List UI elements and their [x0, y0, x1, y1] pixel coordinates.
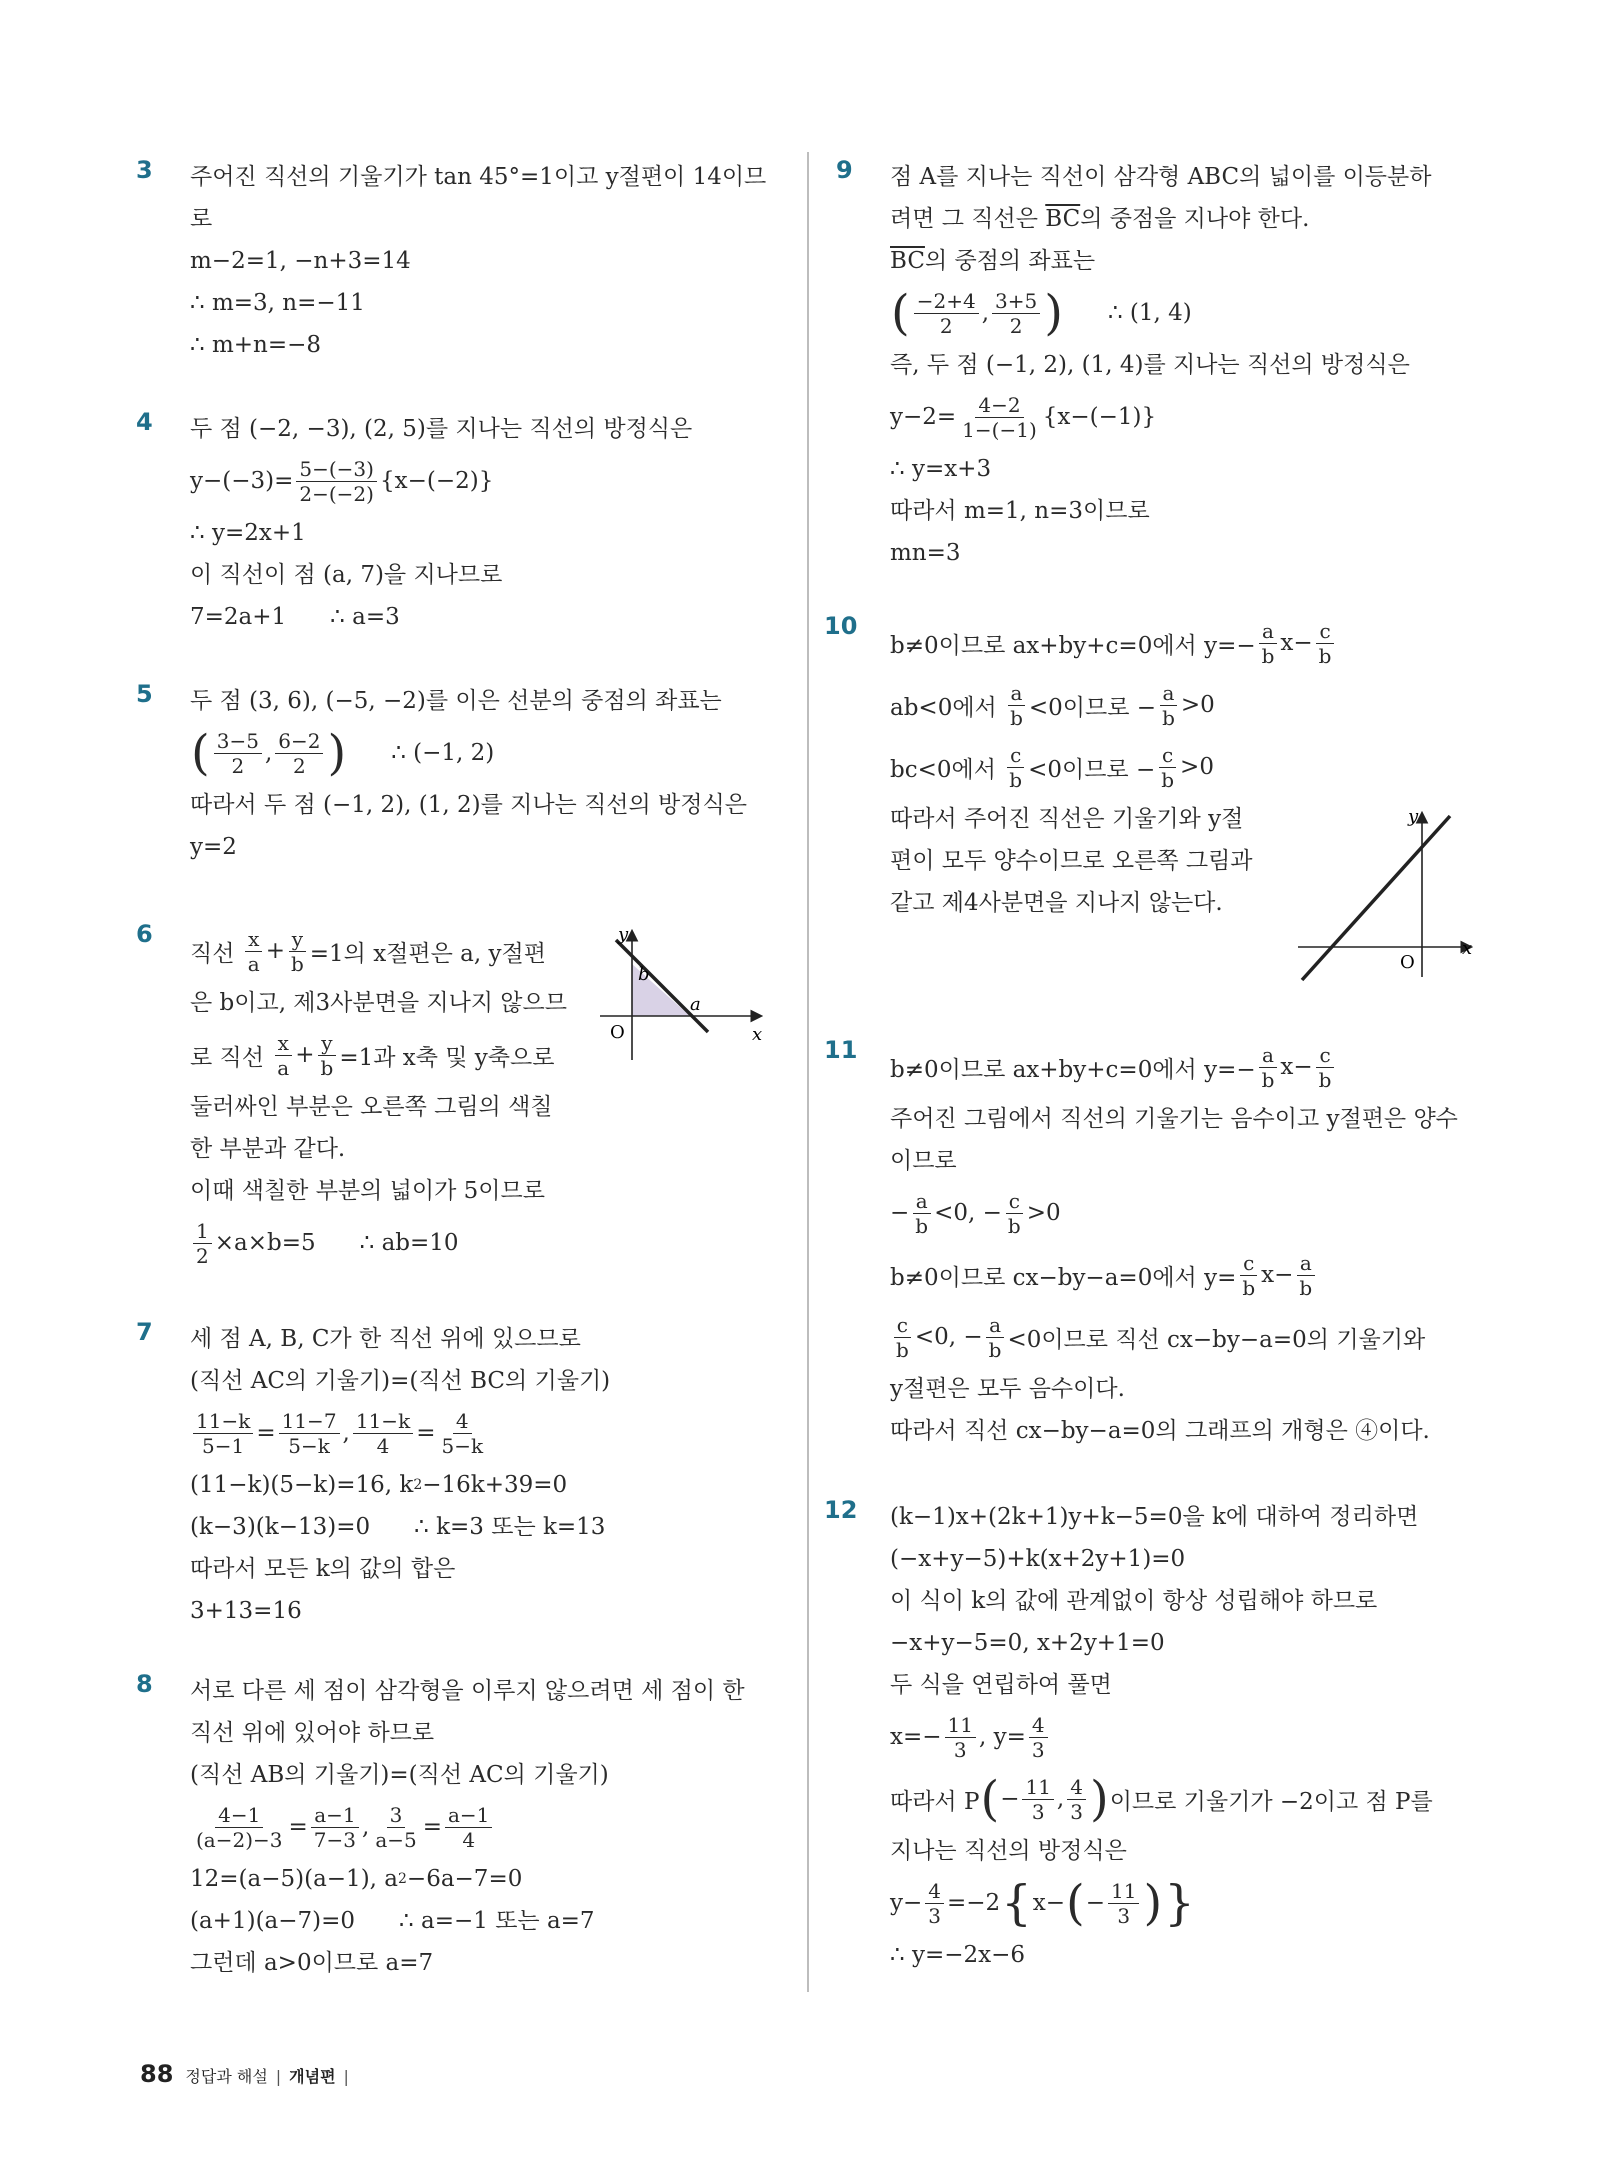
numerator: c	[1316, 1043, 1333, 1068]
denominator: 2	[293, 753, 306, 778]
denominator: 3	[1117, 1903, 1131, 1928]
text-line: 세 점 A, B, C가 한 직선 위에 있으므로	[190, 1326, 581, 1352]
equation-line	[890, 612, 1480, 674]
denominator: b	[1007, 1213, 1021, 1238]
fraction	[1006, 743, 1025, 792]
text-line: 직선 위에 있어야 하므로	[190, 1720, 435, 1746]
text: −6a−7=0	[406, 1866, 523, 1892]
equation-line: 직선 $\frac{x}{a}$ + $\frac{y}{b}$ =1의 x절편은 a, y절편	[190, 926, 546, 976]
denominator: b	[1242, 1275, 1256, 1300]
text: (11−k)(5−k)=16, k	[190, 1472, 414, 1498]
text-line: y절편은 모두 음수이다.	[890, 1376, 1125, 1402]
fraction	[914, 289, 979, 338]
problem-number: 8	[136, 1670, 153, 1698]
text-line: 이므로	[890, 1148, 957, 1174]
fraction	[945, 1713, 976, 1762]
denominator: b	[1161, 767, 1175, 792]
numerator: 11	[1108, 1879, 1139, 1904]
numerator: 4−1	[215, 1803, 263, 1828]
denominator: b	[1318, 643, 1332, 668]
text-line: 같고 제4사분면을 지나지 않는다.	[890, 890, 1223, 916]
denominator: 2−(−2)	[299, 481, 374, 506]
text-line: 편이 모두 양수이므로 오른쪽 그림과	[890, 848, 1253, 874]
text: <0이므로 직선 cx−by−a=0의 기울기와	[1007, 1326, 1426, 1353]
text-line: m−2=1, −n+3=14	[190, 248, 411, 274]
fraction	[311, 1803, 359, 1852]
denominator: b	[1162, 705, 1175, 730]
text-line: y=2	[190, 834, 237, 860]
text-line	[190, 1858, 780, 1900]
text-line: 지나는 직선의 방정식은	[890, 1838, 1127, 1864]
text: x−	[1280, 630, 1313, 656]
column-divider	[807, 152, 809, 1992]
text: x−	[1032, 1890, 1065, 1916]
text: y−(−3)=	[190, 468, 294, 494]
fraction	[288, 927, 307, 976]
problem-11	[824, 1036, 1480, 1452]
text: ∴ a=3	[330, 604, 400, 630]
graph-triangle-figure	[590, 920, 770, 1070]
equation-line	[190, 1212, 780, 1274]
problem-12	[824, 1496, 1480, 1976]
text-line	[890, 240, 1480, 282]
text: ∴ ab=10	[359, 1230, 459, 1256]
denominator: b	[1261, 1067, 1275, 1092]
fraction	[1239, 1251, 1258, 1300]
fraction	[1005, 1189, 1024, 1238]
fraction	[912, 1189, 931, 1238]
y-label: y	[618, 924, 629, 945]
numerator: a−1	[311, 1803, 358, 1828]
denominator: 2	[196, 1243, 209, 1268]
text-line: (직선 AC의 기울기)=(직선 BC의 기울기)	[190, 1368, 611, 1394]
text-line: (직선 AB의 기울기)=(직선 AC의 기울기)	[190, 1762, 609, 1788]
text: <0이므로 −	[1028, 694, 1157, 721]
text-line: ∴ y=−2x−6	[890, 1942, 1025, 1968]
fraction	[1316, 619, 1335, 668]
text: >0	[1180, 692, 1215, 718]
text: ×a×b=5	[214, 1230, 316, 1256]
fraction	[1259, 1043, 1278, 1092]
x-label: x	[752, 1024, 763, 1045]
page-footer	[140, 2060, 357, 2088]
text-line: (−x+y−5)+k(x+2y+1)=0	[890, 1546, 1186, 1572]
text-line	[190, 1900, 780, 1942]
numerator: 4	[453, 1409, 472, 1434]
fraction	[1158, 743, 1177, 792]
numerator: c	[1159, 743, 1176, 768]
text-line: 한 부분과 같다.	[190, 1136, 346, 1162]
text: −	[1085, 1890, 1105, 1916]
text-line: ∴ y=2x+1	[190, 520, 306, 546]
equation-line: 로 직선 $\frac{x}{a}$ + $\frac{y}{b}$ =1과 x축 및 y축으로	[190, 1030, 555, 1080]
text: 이므로 기울기가 −2이고 점 P를	[1109, 1788, 1433, 1815]
equation-line	[890, 1244, 1480, 1306]
problem-9	[836, 156, 1480, 574]
text: 따라서 P	[890, 1788, 980, 1815]
numerator: 5−(−3)	[296, 457, 377, 482]
equation-line	[890, 1036, 1480, 1098]
section-title: 개념편	[289, 2067, 336, 2086]
text-line: 이 식이 k의 값에 관계없이 항상 성립해야 하므로	[890, 1588, 1378, 1614]
fraction	[214, 729, 262, 778]
numerator: 11−k	[193, 1409, 253, 1434]
text: b≠0이므로 cx−by−a=0에서 y=	[890, 1264, 1237, 1291]
text-line: −x+y−5=0, x+2y+1=0	[890, 1630, 1165, 1656]
fraction	[245, 927, 263, 976]
text-line: 따라서 직선 cx−by−a=0의 그래프의 개형은 ④이다.	[890, 1418, 1430, 1444]
problem-7	[136, 1318, 780, 1632]
equation-line	[890, 736, 1480, 798]
text: bc<0에서	[890, 756, 996, 783]
text-line: 두 점 (−2, −3), (2, 5)를 지나는 직선의 방정식은	[190, 416, 693, 442]
fraction	[193, 1803, 286, 1852]
text: 로 직선	[190, 1044, 264, 1071]
problem-number: 3	[136, 156, 153, 184]
line-graph	[616, 940, 708, 1032]
text-line: 두 식을 연립하여 풀면	[890, 1672, 1112, 1698]
denominator: b	[1009, 767, 1023, 792]
denominator: 3	[928, 1903, 941, 1928]
numerator: 4	[925, 1879, 944, 1904]
text-line: 이때 색칠한 부분의 넓이가 5이므로	[190, 1178, 545, 1204]
fraction	[959, 393, 1040, 442]
problem-5	[136, 680, 780, 868]
y-label: y	[1408, 806, 1419, 827]
text: =−2	[947, 1890, 1001, 1916]
denominator: 2	[231, 753, 245, 778]
numerator: a	[1008, 681, 1026, 706]
numerator: 11−k	[353, 1409, 413, 1434]
numerator: x	[275, 1031, 292, 1056]
problem-4	[136, 408, 780, 638]
numerator: c	[1007, 743, 1024, 768]
numerator: a	[1160, 681, 1178, 706]
numerator: c	[1316, 619, 1333, 644]
text-line: 3+13=16	[190, 1598, 302, 1624]
exponent: 2	[413, 1477, 423, 1493]
denominator: 5−k	[288, 1433, 330, 1458]
text: 려면 그 직선은	[890, 206, 1038, 232]
fraction	[193, 1409, 253, 1458]
equation-line	[190, 450, 780, 512]
text-line: 서로 다른 세 점이 삼각형을 이루지 않으려면 세 점이 한	[190, 1678, 745, 1704]
fraction	[986, 1313, 1005, 1362]
problem-8	[136, 1670, 780, 1984]
a-label: a	[690, 994, 701, 1015]
text-line: ∴ m=3, n=−11	[190, 290, 365, 316]
denominator: b	[1299, 1275, 1313, 1300]
text-line: 주어진 그림에서 직선의 기울기는 음수이고 y절편은 양수	[890, 1106, 1458, 1132]
book-title: 정답과 해설	[185, 2067, 268, 2086]
text: , y=	[978, 1724, 1026, 1750]
page-number: 88	[140, 2060, 174, 2088]
text-line: 로	[190, 206, 213, 232]
denominator: a	[277, 1055, 290, 1080]
problem-number: 5	[136, 680, 153, 708]
denominator: 1−(−1)	[962, 417, 1037, 442]
numerator: y	[289, 927, 306, 952]
denominator: 4	[462, 1827, 476, 1852]
fraction	[279, 1409, 340, 1458]
text: >0	[1026, 1200, 1061, 1226]
problem-number: 4	[136, 408, 153, 436]
problem-6	[136, 920, 780, 1274]
text-line: (k−1)x+(2k+1)y+k−5=0을 k에 대하여 정리하면	[890, 1504, 1419, 1530]
text: ∴ k=3 또는 k=13	[414, 1514, 606, 1540]
text: −	[890, 1200, 910, 1226]
numerator: c	[894, 1313, 911, 1338]
text-line: 따라서 m=1, n=3이므로	[890, 498, 1150, 524]
fraction	[1007, 681, 1026, 730]
text-line: 이 직선이 점 (a, 7)을 지나므로	[190, 562, 503, 588]
text: =1의 x절편은 a, y절편	[309, 940, 546, 967]
numerator: 6−2	[275, 729, 323, 754]
text: −	[1000, 1786, 1020, 1812]
numerator: a	[1259, 619, 1277, 644]
problem-number: 11	[824, 1036, 858, 1064]
text: b≠0이므로 ax+by+c=0에서 y=−	[890, 1056, 1256, 1083]
numerator: c	[1006, 1189, 1023, 1214]
equation-line	[890, 1706, 1480, 1768]
fraction	[992, 289, 1040, 338]
denominator: a	[247, 951, 260, 976]
fraction	[1029, 1713, 1048, 1762]
denominator: 7−3	[313, 1827, 356, 1852]
numerator: a−1	[445, 1803, 492, 1828]
text-line	[190, 1464, 780, 1506]
numerator: 4	[1029, 1713, 1048, 1738]
origin-label: O	[610, 1022, 625, 1043]
text: (k−3)(k−13)=0	[190, 1514, 371, 1540]
equation-line: $\frac{4-1}{(a-2)-3}$ = $\frac{a-1}{7-3}$ , $\frac{3}{a-5}$ = $\frac{a-1}{4}$	[190, 1796, 780, 1858]
denominator: 5−1	[202, 1433, 245, 1458]
fraction	[296, 457, 377, 506]
exponent: 2	[398, 1871, 407, 1887]
numerator: 4	[1067, 1775, 1086, 1800]
fraction	[1316, 1043, 1335, 1092]
text-line: ∴ m+n=−8	[190, 332, 322, 358]
equation-line	[890, 1182, 1480, 1244]
text-line: 은 b이고, 제3사분면을 지나지 않으므	[190, 990, 567, 1016]
text: <0, −	[934, 1200, 1002, 1226]
text-line: 따라서 주어진 직선은 기울기와 y절	[890, 806, 1244, 832]
equation-line: ( $\frac{-2+4}{2}$ , $\frac{3+5}{2}$ ) ∴ (1, 4)	[891, 285, 1192, 341]
text-line: 따라서 두 점 (−1, 2), (1, 2)를 지나는 직선의 방정식은	[190, 792, 747, 818]
numerator: a	[1297, 1251, 1315, 1276]
text: >0	[1180, 754, 1214, 780]
text: 12=(a−5)(a−1), a	[190, 1866, 398, 1892]
problem-number: 9	[836, 156, 853, 184]
fraction	[1022, 1775, 1053, 1824]
numerator: 4−2	[975, 393, 1023, 418]
problem-number: 6	[136, 920, 153, 948]
numerator: 3	[387, 1803, 406, 1828]
fraction	[274, 1031, 292, 1080]
text: 7=2a+1	[190, 604, 287, 630]
segment-bc: $\overline{BC}$	[1045, 206, 1081, 232]
fraction	[438, 1409, 486, 1458]
text-line: ∴ y=x+3	[890, 456, 992, 482]
denominator: 3	[953, 1737, 967, 1762]
fraction	[1067, 1775, 1086, 1824]
numerator: 11	[945, 1713, 976, 1738]
text-line: 주어진 직선의 기울기가 tan 45°=1이고 y절편이 14이므	[190, 164, 767, 190]
equation-line: ( $\frac{3-5}{2}$ , $\frac{6-2}{2}$ ) ∴ (−1, 2)	[191, 725, 495, 781]
text-line	[190, 596, 780, 638]
separator: |	[343, 2067, 349, 2086]
origin-label: O	[1400, 952, 1415, 973]
fraction	[275, 729, 323, 778]
numerator: a	[986, 1313, 1004, 1338]
text: x=−	[890, 1724, 942, 1750]
equation-line	[890, 1306, 1480, 1368]
numerator: 3−5	[214, 729, 262, 754]
equation-line: 따라서 P ( − $\frac{11}{3}$ , $\frac{4}{3}$ ) 이므로 기울기가 −2이고 점 P를	[890, 1771, 1433, 1827]
graph-positive-slope-figure	[1290, 802, 1480, 987]
equation-line	[890, 674, 1480, 736]
denominator: b	[290, 951, 304, 976]
text: y−	[890, 1890, 923, 1916]
fraction	[318, 1031, 337, 1080]
text: x−	[1280, 1054, 1313, 1080]
text: (a+1)(a−7)=0	[190, 1908, 356, 1934]
denominator: 3	[1031, 1799, 1045, 1824]
x-label: x	[1462, 938, 1473, 959]
text: ∴ (−1, 2)	[391, 740, 495, 766]
text-line: 둘러싸인 부분은 오른쪽 그림의 색칠	[190, 1094, 553, 1120]
text: 직선	[190, 940, 235, 967]
denominator: b	[1010, 705, 1023, 730]
denominator: (a−2)−3	[196, 1827, 283, 1852]
denominator: b	[896, 1337, 909, 1362]
text: 의 중점의 좌표는	[924, 248, 1096, 274]
text: <0이므로 −	[1028, 756, 1156, 783]
denominator: 4	[376, 1433, 390, 1458]
line-graph	[1302, 816, 1450, 980]
text: {x−(−2)}	[379, 468, 494, 494]
fraction	[372, 1803, 419, 1852]
text-line	[190, 1506, 780, 1548]
numerator: 3+5	[992, 289, 1040, 314]
numerator: 11	[1022, 1775, 1053, 1800]
text: ab<0에서	[890, 694, 997, 721]
numerator: −2+4	[914, 289, 979, 314]
text: =1과 x축 및 y축으로	[339, 1044, 555, 1071]
text: ∴ a=−1 또는 a=7	[399, 1908, 595, 1934]
problem-10	[824, 612, 1480, 973]
numerator: c	[1240, 1251, 1257, 1276]
fraction	[1259, 619, 1278, 668]
denominator: 3	[1031, 1737, 1045, 1762]
segment-bc: $\overline{BC}$	[890, 248, 925, 274]
text-line: 따라서 모든 k의 값의 합은	[190, 1556, 456, 1582]
text: {x−(−1)}	[1042, 404, 1157, 430]
b-label: b	[638, 964, 650, 985]
equation-line: $\frac{11-k}{5-1}$ = $\frac{11-7}{5-k}$ , $\frac{11-k}{4}$ = $\frac{4}{5-k}$	[190, 1402, 780, 1464]
problem-3	[136, 156, 780, 366]
text: x−	[1261, 1262, 1294, 1288]
text: <0, −	[914, 1324, 983, 1350]
text-line	[890, 198, 1480, 240]
denominator: b	[988, 1337, 1002, 1362]
numerator: a	[1259, 1043, 1277, 1068]
numerator: y	[318, 1031, 335, 1056]
text: b≠0이므로 ax+by+c=0에서 y=−	[890, 632, 1256, 659]
numerator: 11−7	[279, 1409, 340, 1434]
denominator: b	[915, 1213, 929, 1238]
text-line: 두 점 (3, 6), (−5, −2)를 이은 선분의 중점의 좌표는	[190, 688, 722, 714]
fraction	[353, 1409, 413, 1458]
fraction	[925, 1879, 944, 1928]
text-line: 점 A를 지나는 직선이 삼각형 ABC의 넓이를 이등분하	[890, 164, 1432, 190]
equation-line: y− $\frac{4}{3}$ =−2 { x− ( − $\frac{11}{3}$ ) }	[890, 1875, 1195, 1931]
numerator: x	[245, 927, 262, 952]
problem-number: 10	[824, 612, 858, 640]
problem-number: 7	[136, 1318, 153, 1346]
denominator: b	[320, 1055, 334, 1080]
fraction	[1296, 1251, 1315, 1300]
equation-line	[890, 386, 1480, 448]
text-line: 그런데 a>0이므로 a=7	[190, 1950, 434, 1976]
text: −16k+39=0	[422, 1472, 568, 1498]
denominator: b	[1318, 1067, 1332, 1092]
denominator: 3	[1070, 1799, 1083, 1824]
fraction	[1108, 1879, 1139, 1928]
denominator: 2	[939, 313, 953, 338]
denominator: 5−k	[441, 1433, 484, 1458]
text-line: 즉, 두 점 (−1, 2), (1, 4)를 지나는 직선의 방정식은	[890, 352, 1410, 378]
text: ,	[1056, 1786, 1065, 1812]
problem-number: 12	[824, 1496, 858, 1524]
denominator: 2	[1009, 313, 1023, 338]
text: ∴ (1, 4)	[1107, 300, 1192, 326]
fraction	[445, 1803, 492, 1852]
numerator: 1	[193, 1219, 212, 1244]
fraction	[893, 1313, 912, 1362]
text: 의 중점을 지나야 한다.	[1080, 206, 1310, 232]
fraction	[1159, 681, 1178, 730]
denominator: b	[1261, 643, 1275, 668]
numerator: a	[913, 1189, 931, 1214]
text-line: mn=3	[890, 540, 961, 566]
fraction	[193, 1219, 212, 1268]
denominator: a−5	[375, 1827, 417, 1852]
separator: |	[275, 2067, 282, 2086]
text: y−2=	[890, 404, 957, 430]
